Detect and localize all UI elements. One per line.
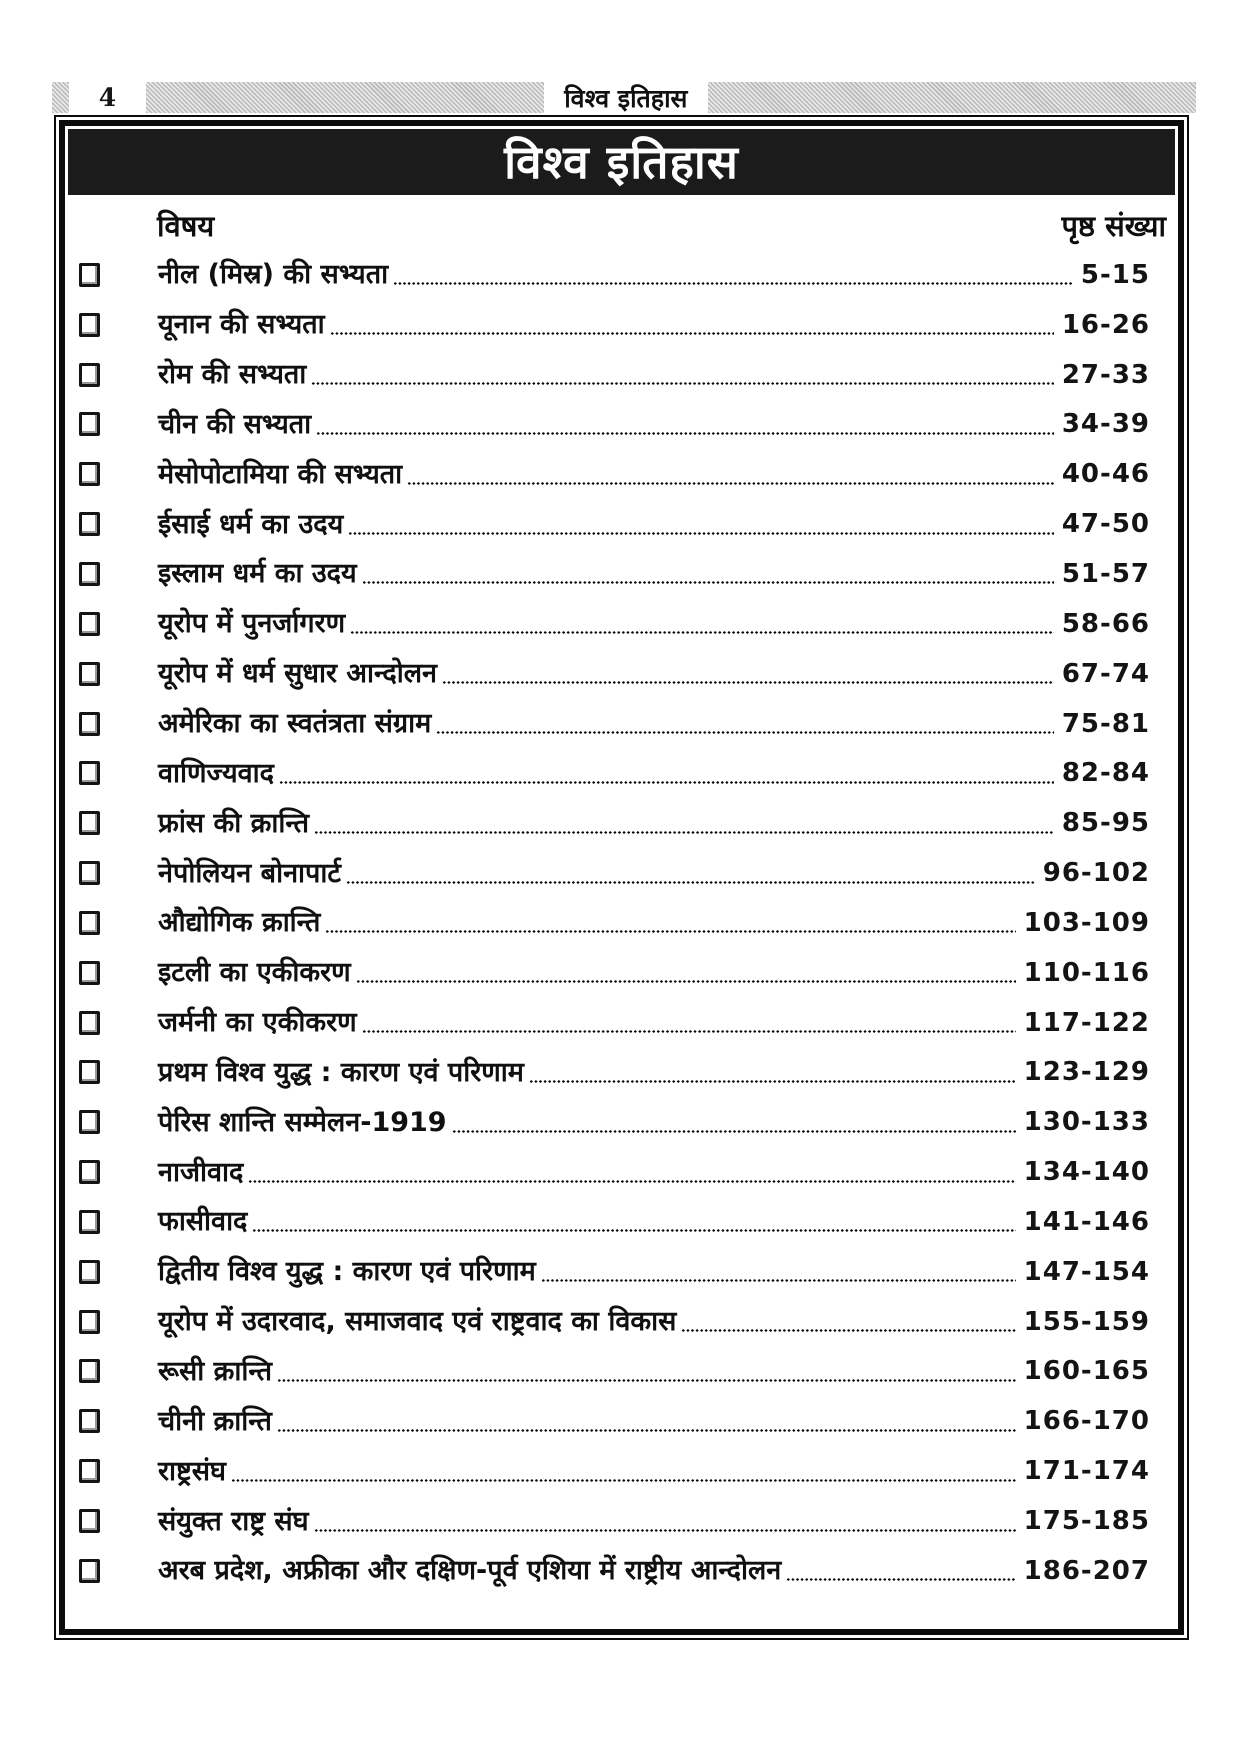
contents-frame-inner	[59, 120, 1184, 1635]
dotted-leader	[452, 1129, 1016, 1134]
dotted-leader	[786, 1577, 1015, 1582]
toc-entry-title: रूसी क्रान्ति	[158, 1355, 273, 1387]
toc-entry-pages: 186-207	[1023, 1555, 1150, 1586]
toc-entry-title: अमेरिका का स्वतंत्रता संग्राम	[158, 708, 432, 740]
toc-row	[79, 998, 1150, 1048]
toc-row	[79, 948, 1150, 998]
toc-entry-title: चीनी क्रान्ति	[158, 1405, 272, 1437]
toc-entry-title: जर्मनी का एकीकरण	[158, 1007, 357, 1039]
checkbox-bullet-icon	[79, 712, 100, 736]
dotted-leader	[277, 1428, 1016, 1433]
toc-row	[79, 599, 1150, 649]
toc-entry-title: द्वितीय विश्व युद्ध : कारण एवं परिणाम	[158, 1256, 536, 1288]
checkbox-bullet-icon	[79, 1260, 100, 1284]
toc-row	[79, 1247, 1150, 1297]
toc-entry-pages: 155-159	[1023, 1306, 1150, 1337]
toc-row	[79, 1048, 1150, 1098]
toc-row	[79, 1496, 1150, 1546]
checkbox-bullet-icon	[79, 1160, 100, 1184]
toc-entry-pages: 171-174	[1023, 1456, 1150, 1487]
checkbox-bullet-icon	[79, 861, 100, 885]
checkbox-bullet-icon	[79, 612, 100, 636]
toc-entry-title: यूरोप में पुनर्जागरण	[158, 608, 346, 640]
toc-entry-title: अरब प्रदेश, अफ्रीका और दक्षिण-पूर्व एशिया में राष्ट्रीय आन्दोलन	[158, 1555, 782, 1587]
toc-entry-title: वाणिज्यवाद	[158, 757, 274, 789]
toc-entry-title: संयुक्त राष्ट्र संघ	[158, 1505, 309, 1537]
dotted-leader	[362, 1029, 1016, 1034]
toc-row	[79, 898, 1150, 948]
toc-row	[79, 1097, 1150, 1147]
checkbox-bullet-icon	[79, 313, 100, 337]
toc-entry-title: फासीवाद	[158, 1206, 248, 1238]
toc-entry-pages: 47-50	[1061, 509, 1150, 540]
checkbox-bullet-icon	[79, 1459, 100, 1483]
dotted-leader	[407, 481, 1054, 486]
dotted-leader	[325, 929, 1015, 934]
checkbox-bullet-icon	[79, 1559, 100, 1583]
toc-entry-pages: 134-140	[1023, 1157, 1150, 1188]
checkbox-bullet-icon	[79, 1110, 100, 1134]
toc-entry-title: रोम की सभ्यता	[158, 359, 307, 391]
page-number: 4	[98, 83, 117, 112]
dotted-leader	[529, 1079, 1016, 1084]
dotted-leader	[248, 1179, 1015, 1184]
toc-row	[79, 449, 1150, 499]
toc-row	[79, 1147, 1150, 1197]
dotted-leader	[442, 680, 1054, 685]
toc-row	[79, 1297, 1150, 1347]
dotted-leader	[279, 780, 1054, 785]
dotted-leader	[314, 830, 1054, 835]
toc-entry-pages: 82-84	[1061, 758, 1150, 789]
toc-entry-pages: 166-170	[1023, 1406, 1150, 1437]
toc-entry-pages: 27-33	[1061, 359, 1150, 390]
toc-entry-pages: 34-39	[1061, 409, 1150, 440]
checkbox-bullet-icon	[79, 462, 100, 486]
toc-entry-title: यूरोप में उदारवाद, समाजवाद एवं राष्ट्रवाद का विकास	[158, 1306, 677, 1338]
checkbox-bullet-icon	[79, 1011, 100, 1035]
toc-entry-title: यूरोप में धर्म सुधार आन्दोलन	[158, 658, 437, 690]
toc-row	[79, 798, 1150, 848]
toc-row	[79, 250, 1150, 300]
toc-entry-pages: 85-95	[1061, 808, 1150, 839]
checkbox-bullet-icon	[79, 1409, 100, 1433]
toc-entry-pages: 130-133	[1023, 1107, 1150, 1138]
toc-entry-pages: 96-102	[1042, 858, 1150, 889]
toc-row	[79, 300, 1150, 350]
checkbox-bullet-icon	[79, 961, 100, 985]
toc-entry-title: औद्योगिक क्रान्ति	[158, 907, 321, 939]
dotted-leader	[330, 331, 1054, 336]
toc-row	[79, 848, 1150, 898]
column-subject-label: विषय	[157, 209, 215, 243]
dotted-leader	[346, 880, 1035, 885]
toc-entry-pages: 147-154	[1023, 1256, 1150, 1287]
dotted-leader	[362, 580, 1054, 585]
dotted-leader	[316, 431, 1054, 436]
column-page-label: पृष्ठ संख्या	[1061, 209, 1166, 243]
toc-entry-title: पेरिस शान्ति सम्मेलन-1919	[158, 1106, 447, 1138]
toc-entry-title: यूनान की सभ्यता	[158, 309, 325, 341]
dotted-leader	[350, 630, 1054, 635]
checkbox-bullet-icon	[79, 1359, 100, 1383]
column-headers	[65, 198, 1178, 245]
title-banner	[68, 129, 1175, 195]
checkbox-bullet-icon	[79, 1210, 100, 1234]
toc-entry-pages: 103-109	[1023, 907, 1150, 938]
dotted-leader	[541, 1278, 1016, 1283]
halftone-bar-left	[146, 82, 544, 113]
toc-entry-title: इस्लाम धर्म का उदय	[158, 558, 357, 590]
toc-entry-title: फ्रांस की क्रान्ति	[158, 807, 310, 839]
toc-row	[79, 1197, 1150, 1247]
checkbox-bullet-icon	[79, 761, 100, 785]
toc-entry-title: नाजीवाद	[158, 1156, 244, 1188]
toc-entry-pages: 67-74	[1061, 658, 1150, 689]
checkbox-bullet-icon	[79, 1060, 100, 1084]
contents-frame	[54, 115, 1189, 1640]
checkbox-bullet-icon	[79, 811, 100, 835]
toc-list	[65, 245, 1178, 1629]
toc-row	[79, 649, 1150, 699]
toc-entry-pages: 160-165	[1023, 1356, 1150, 1387]
dotted-leader	[311, 381, 1054, 386]
toc-entry-pages: 117-122	[1023, 1007, 1150, 1038]
toc-entry-title: मेसोपोटामिया की सभ्यता	[158, 458, 403, 490]
toc-row	[79, 1347, 1150, 1397]
toc-entry-pages: 110-116	[1023, 957, 1150, 988]
checkbox-bullet-icon	[79, 263, 100, 287]
toc-entry-pages: 123-129	[1023, 1057, 1150, 1088]
dotted-leader	[252, 1228, 1015, 1233]
toc-entry-title: राष्ट्रसंघ	[158, 1455, 227, 1487]
toc-entry-pages: 51-57	[1061, 558, 1150, 589]
checkbox-bullet-icon	[79, 662, 100, 686]
toc-row	[79, 1546, 1150, 1596]
toc-row	[79, 1396, 1150, 1446]
toc-row	[79, 350, 1150, 400]
dotted-leader	[436, 730, 1054, 735]
dotted-leader	[231, 1478, 1016, 1483]
toc-row	[79, 699, 1150, 749]
checkbox-bullet-icon	[79, 562, 100, 586]
toc-entry-title: नील (मिस्र) की सभ्यता	[158, 259, 389, 291]
toc-row	[79, 748, 1150, 798]
toc-entry-pages: 75-81	[1061, 708, 1150, 739]
toc-entry-pages: 175-185	[1023, 1506, 1150, 1537]
running-head-title: विश्व इतिहास	[544, 82, 708, 113]
toc-entry-title: इटली का एकीकरण	[158, 957, 351, 989]
checkbox-bullet-icon	[79, 1310, 100, 1334]
toc-entry-title: प्रथम विश्व युद्ध : कारण एवं परिणाम	[158, 1056, 524, 1088]
toc-entry-pages: 58-66	[1061, 608, 1150, 639]
checkbox-bullet-icon	[79, 1509, 100, 1533]
toc-entry-title: नेपोलियन बोनापार्ट	[158, 857, 341, 889]
toc-row	[79, 1446, 1150, 1496]
dotted-leader	[277, 1378, 1016, 1383]
checkbox-bullet-icon	[79, 512, 100, 536]
dotted-leader	[393, 281, 1073, 286]
dotted-leader	[681, 1328, 1015, 1333]
toc-entry-title: ईसाई धर्म का उदय	[158, 508, 344, 540]
halftone-block	[52, 82, 69, 113]
banner-title: विश्व इतिहास	[504, 135, 739, 189]
toc-row	[79, 549, 1150, 599]
halftone-bar-right	[708, 82, 1196, 113]
dotted-leader	[314, 1528, 1016, 1533]
toc-entry-pages: 16-26	[1061, 309, 1150, 340]
toc-entry-pages: 40-46	[1061, 459, 1150, 490]
toc-entry-pages: 5-15	[1080, 259, 1150, 290]
toc-row	[79, 499, 1150, 549]
checkbox-bullet-icon	[79, 412, 100, 436]
dotted-leader	[348, 531, 1054, 536]
checkbox-bullet-icon	[79, 363, 100, 387]
running-head	[52, 82, 1196, 113]
checkbox-bullet-icon	[79, 911, 100, 935]
toc-row	[79, 400, 1150, 450]
toc-entry-pages: 141-146	[1023, 1206, 1150, 1237]
dotted-leader	[356, 979, 1016, 984]
toc-entry-title: चीन की सभ्यता	[158, 408, 312, 440]
